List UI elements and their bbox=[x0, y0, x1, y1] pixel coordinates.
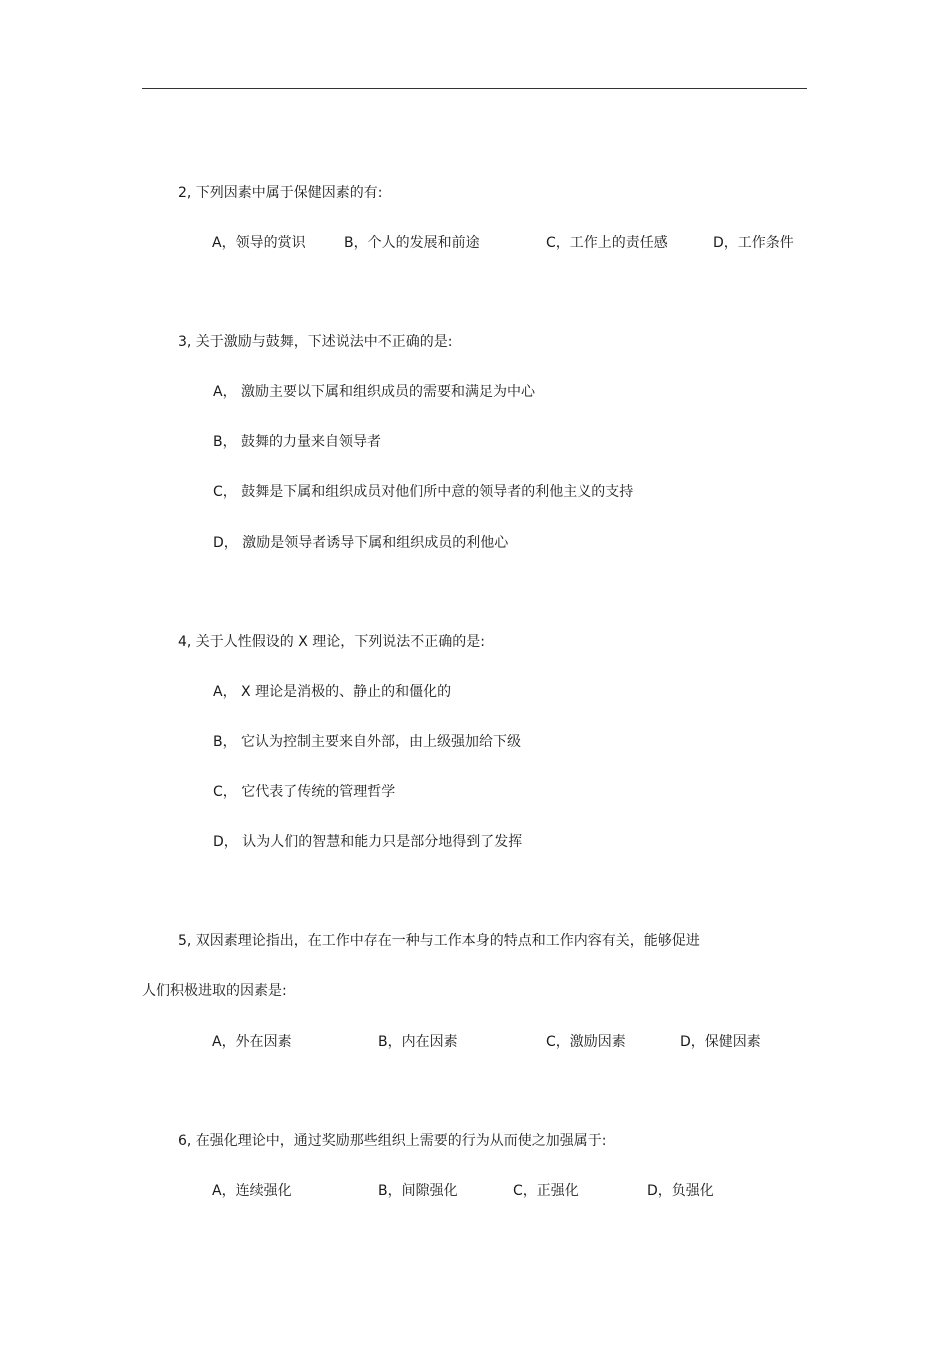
question-2-option-a: A，领导的赏识 bbox=[212, 235, 306, 251]
question-4-option-a: A， X 理论是消极的、静止的和僵化的 bbox=[213, 684, 452, 700]
question-2-option-b: B，个人的发展和前途 bbox=[344, 235, 480, 251]
question-5-option-d: D，保健因素 bbox=[680, 1034, 761, 1050]
question-5-stem-line-1: 5, 双因素理论指出，在工作中存在一种与工作本身的特点和工作内容有关，能够促进 bbox=[178, 933, 700, 949]
question-5-option-b: B，内在因素 bbox=[378, 1034, 458, 1050]
question-6-option-a: A，连续强化 bbox=[212, 1183, 292, 1199]
question-3-option-c: C， 鼓舞是下属和组织成员对他们所中意的领导者的利他主义的支持 bbox=[213, 484, 634, 500]
question-3-stem: 3, 关于激励与鼓舞，下述说法中不正确的是: bbox=[178, 334, 453, 350]
question-6-option-d: D，负强化 bbox=[647, 1183, 714, 1199]
question-2-stem: 2, 下列因素中属于保健因素的有: bbox=[178, 185, 383, 201]
question-4-stem: 4, 关于人性假设的 X 理论，下列说法不正确的是: bbox=[178, 634, 486, 650]
question-6-stem: 6, 在强化理论中，通过奖励那些组织上需要的行为从而使之加强属于: bbox=[178, 1133, 607, 1149]
header-rule bbox=[142, 88, 807, 89]
question-6-option-b: B，间隙强化 bbox=[378, 1183, 458, 1199]
question-3-option-a: A， 激励主要以下属和组织成员的需要和满足为中心 bbox=[213, 384, 536, 400]
question-2-option-d: D，工作条件 bbox=[713, 235, 794, 251]
question-5-option-a: A，外在因素 bbox=[212, 1034, 292, 1050]
question-4-option-c: C， 它代表了传统的管理哲学 bbox=[213, 784, 396, 800]
question-3-option-b: B， 鼓舞的力量来自领导者 bbox=[213, 434, 382, 450]
question-4-option-d: D， 认为人们的智慧和能力只是部分地得到了发挥 bbox=[213, 834, 523, 850]
question-2-option-c: C，工作上的责任感 bbox=[546, 235, 668, 251]
question-4-option-b: B， 它认为控制主要来自外部，由上级强加给下级 bbox=[213, 734, 522, 750]
question-3-option-d: D， 激励是领导者诱导下属和组织成员的利他心 bbox=[213, 535, 509, 551]
question-6-option-c: C，正强化 bbox=[513, 1183, 579, 1199]
question-5-stem-line-2: 人们积极进取的因素是: bbox=[142, 983, 287, 999]
question-5-option-c: C，激励因素 bbox=[546, 1034, 626, 1050]
